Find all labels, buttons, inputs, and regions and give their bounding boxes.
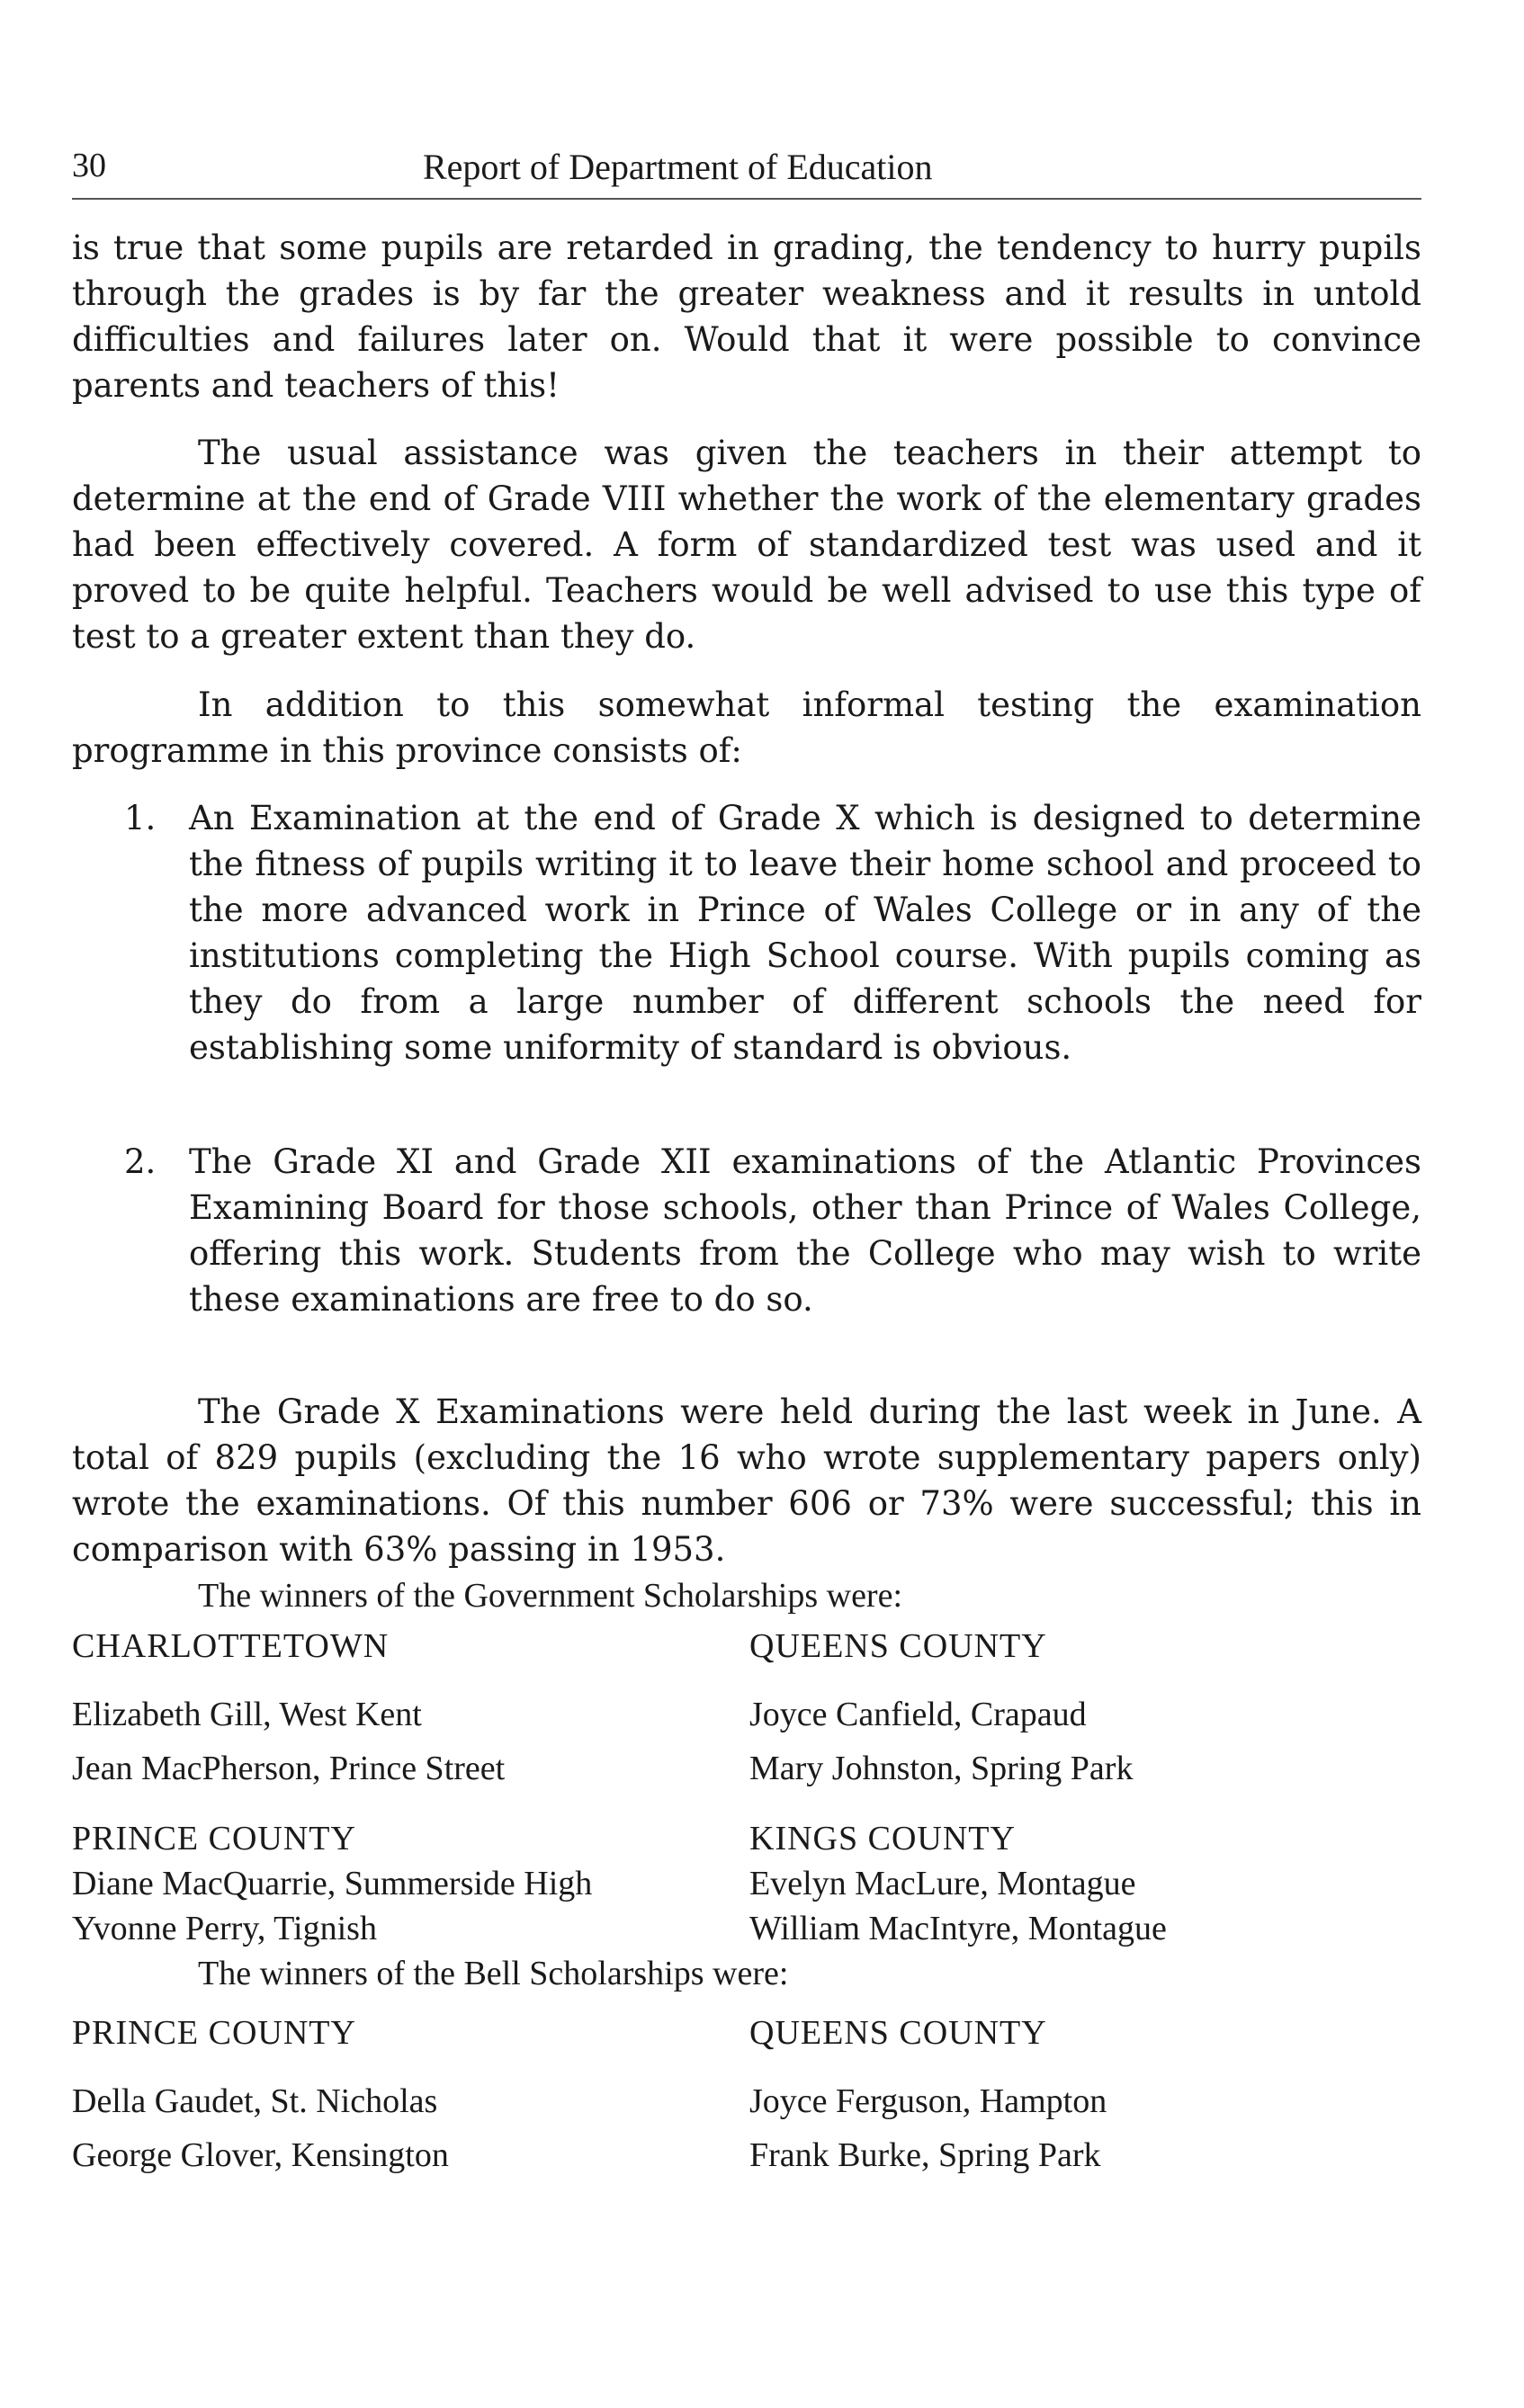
list-number: 2. xyxy=(124,1142,157,1181)
paragraph-continuation: is true that some pupils are retarded in grading, the tendency to hurry pupils through the grades is by far the greater weakness and it results in untold difficulties and failures later on. Would that it were possible to convince parents and teachers of this! xyxy=(72,228,1421,405)
winner-name: Mary Johnston, Spring Park xyxy=(749,1750,1134,1787)
paragraph-assistance: The usual assistance was given the teachers in their attempt to determine at the end of Grade VIII whether the work of the elementary grades had been effectively covered. A form of standardized test was used and it proved to be quite helpful. Teachers would be well advised to use this type of test to a greater extent than they do. xyxy=(72,434,1421,656)
winner-name: George Glover, Kensington xyxy=(72,2136,449,2174)
heading-prince-county: PRINCE COUNTY xyxy=(72,1820,356,1857)
winner-name: Joyce Ferguson, Hampton xyxy=(749,2082,1107,2120)
heading-prince-county: PRINCE COUNTY xyxy=(72,2014,356,2052)
winner-name: Joyce Canfield, Crapaud xyxy=(749,1696,1087,1733)
heading-charlottetown: CHARLOTTETOWN xyxy=(72,1627,390,1665)
winner-name: Frank Burke, Spring Park xyxy=(749,2136,1101,2174)
list-item-text: The Grade XI and Grade XII examinations of the Atlantic Provinces Examining Board for those schools, other than Prince of Wales College, offering this work. Students from the College who may wish to write these examinations are free to do so. xyxy=(189,1142,1421,1319)
paragraph-grade-x-results: The Grade X Examinations were held during the last week in June. A total of 829 pupils (excluding the 16 who wrote supplementary papers only) wrote the examinations. Of this number 606 or 73% were successful; this in comparison with 63% passing in 1953. xyxy=(72,1392,1421,1569)
winner-name: Jean MacPherson, Prince Street xyxy=(72,1750,506,1787)
list-item-text: An Examination at the end of Grade X which is designed to determine the fitness of pupils writing it to leave their home school and proceed to the more advanced work in Prince of Wales College or in any of the institutions completing the High School course. With pupils coming as they do from a large number of different schools the need for establishing some uniformity of standard is obvious. xyxy=(189,799,1421,1067)
heading-queens-county: QUEENS COUNTY xyxy=(749,1627,1047,1665)
list-item-2 xyxy=(124,1139,1421,1322)
heading-kings-county: KINGS COUNTY xyxy=(749,1820,1016,1857)
list-number: 1. xyxy=(124,799,157,837)
winner-name: Della Gaudet, St. Nicholas xyxy=(72,2082,438,2120)
page-number: 30 xyxy=(72,147,106,184)
list-item-1 xyxy=(124,795,1421,1070)
winner-name: Evelyn MacLure, Montague xyxy=(749,1865,1136,1902)
bell-scholarships-intro: The winners of the Bell Scholarships were: xyxy=(198,1955,789,1992)
paragraph-examination-programme: In addition to this somewhat informal testing the examination programme in this province consists of: xyxy=(72,685,1421,770)
winner-name: William MacIntyre, Montague xyxy=(749,1910,1167,1947)
winner-name: Elizabeth Gill, West Kent xyxy=(72,1696,422,1733)
winner-name: Diane MacQuarrie, Summerside High xyxy=(72,1865,593,1902)
government-scholarships-intro: The winners of the Government Scholarships were: xyxy=(198,1577,903,1615)
page-header xyxy=(72,144,1421,200)
running-title: Report of Department of Education xyxy=(423,147,933,187)
heading-queens-county: QUEENS COUNTY xyxy=(749,2014,1047,2052)
winner-name: Yvonne Perry, Tignish xyxy=(72,1910,377,1947)
